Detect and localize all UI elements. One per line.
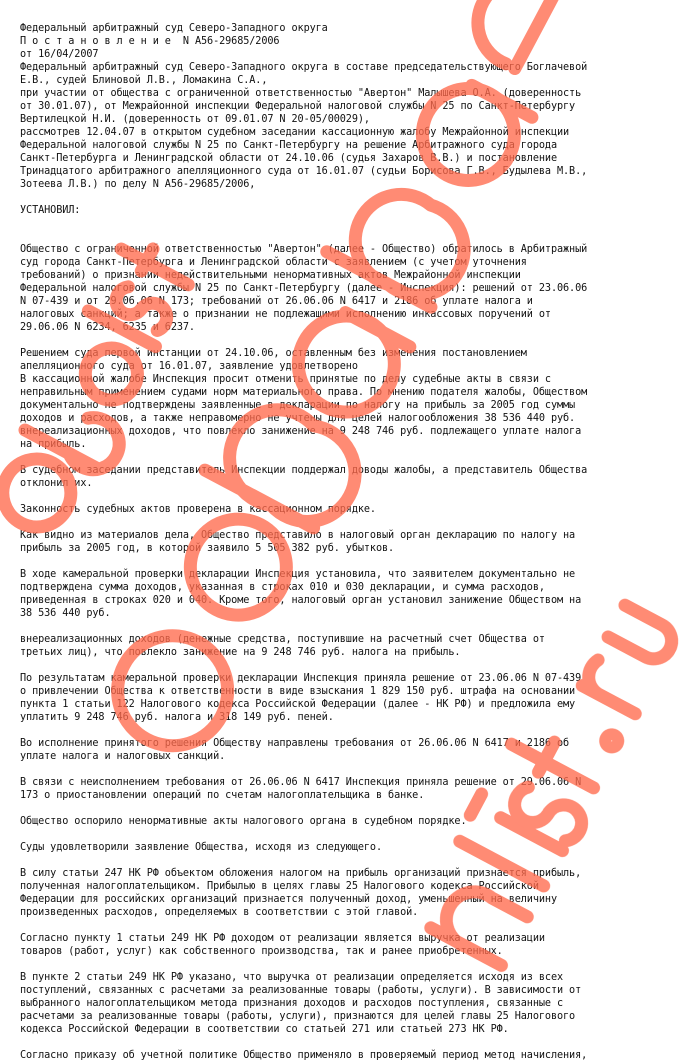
- paragraph-line: товаров (работ, услуг) как собственного производства, так и ранее приобретенных.: [20, 946, 503, 957]
- paragraph-line: В ходе камеральной проверки декларации Инспекция установила, что заявителем документально не: [20, 569, 576, 580]
- paragraph-line: полученная налогоплательщиком. Прибылью в целях главы 25 Налогового кодекса Российской: [20, 881, 539, 892]
- blank-line: [20, 763, 688, 776]
- paragraph-line: расчетами за реализованные товары (работы, услуги), признаются для целей главы 25 Налогового: [20, 1011, 576, 1022]
- blank-line: [20, 1036, 688, 1049]
- paragraph-line: 38 536 440 руб.: [20, 608, 111, 619]
- paragraph-line: Законность судебных актов проверена в кассационном порядке.: [20, 504, 376, 515]
- blank-line: [20, 230, 688, 243]
- paragraph-line: уплате налога и налоговых санкций.: [20, 751, 226, 762]
- paragraph-line: о привлечении Общества к ответственности в виде взыскания 1 829 150 руб. штрафа на основании: [20, 686, 576, 697]
- paragraph-line: Общество с ограниченной ответственностью "Авертон" (далее - Общество) обратилось в Арбитражный: [20, 244, 588, 255]
- paragraph-line: третьих лиц), что повлекло занижение на 9 248 746 руб. налога на прибыль.: [20, 647, 461, 658]
- paragraph-line: налоговых санкций; а также о признании не подлежащими исполнению инкассовых поручений от: [20, 309, 551, 320]
- blank-line: [20, 854, 688, 867]
- intro-line: Зотеева Л.В.) по делу N А56-29685/2006,: [20, 179, 256, 190]
- header-line: от 16/04/2007: [20, 49, 99, 60]
- paragraph-line: В кассационной жалобе Инспекция просит отменить принятые по делу судебные акты в связи с: [20, 374, 551, 385]
- paragraph-line: доходов и расходов, а также неправомерно не учтены для целей налогообложения 38 536 440 руб.: [20, 413, 576, 424]
- paragraph-line: Федерации для российских организаций признается полученный доход, уменьшенный на величину: [20, 894, 557, 905]
- blank-line: [20, 451, 688, 464]
- intro-line: при участии от общества с ограниченной ответственностью "Авертон" Малышева О.А. (доверенность: [20, 88, 582, 99]
- blank-line: [20, 659, 688, 672]
- paragraph-line: поступлений, связанных с расчетами за реализованные товары (работы, услуги). В зависимости от: [20, 985, 582, 996]
- paragraph-line: 173 о приостановлении операций по счетам налогоплательщика в банке.: [20, 790, 425, 801]
- paragraph-line: подтверждена сумма доходов, указанная в строках 010 и 030 декларации, и сумма расходов,: [20, 582, 545, 593]
- paragraph-line: N 07-439 и от 29.06.06 N 173; требований от 26.06.06 N 6417 и 2186 об уплате налога и: [20, 296, 533, 307]
- header-line: П о с т а н о в л е н и е N А56-29685/2006: [20, 36, 280, 47]
- blank-line: [20, 490, 688, 503]
- blank-line: [20, 724, 688, 737]
- blank-line: [20, 516, 688, 529]
- paragraph-line: Суды удовлетворили заявление Общества, исходя из следующего.: [20, 842, 383, 853]
- intro-line: Е.В., судей Блиновой Л.В., Ломакина С.А.,: [20, 75, 268, 86]
- intro-line: Вертилецкой Н.И. (доверенность от 09.01.07 N 20-05/00029),: [20, 114, 370, 125]
- intro-line: Федеральный арбитражный суд Северо-Западного округа в составе председательствующего Боглачевой: [20, 62, 588, 73]
- paragraph-line: неправильным применением судами норм материального права. По мнению подателя жалобы, Обществом: [20, 387, 588, 398]
- paragraph-line: прибыль за 2005 год, в которой заявило 5 505 382 руб. убытков.: [20, 543, 395, 554]
- intro-line: Федеральной налоговой службы N 25 по Санкт-Петербургу на решение Арбитражного суда города: [20, 140, 557, 151]
- intro-line: рассмотрев 12.04.07 в открытом судебном заседании кассационную жалобу Межрайонной инспекции: [20, 127, 570, 138]
- paragraph-line: Согласно пункту 1 статьи 249 НК РФ доходом от реализации является выручка от реализации: [20, 933, 545, 944]
- paragraph-line: Во исполнение принятого решения Обществу направлены требования от 26.06.06 N 6417 и 2186 об: [20, 738, 570, 749]
- paragraph-line: В пункте 2 статьи 249 НК РФ указано, что выручка от реализации определяется исходя из всех: [20, 972, 564, 983]
- paragraph-line: Как видно из материалов дела, Общество представило в налоговый орган декларацию по налогу на: [20, 530, 576, 541]
- paragraph-line: уплатить 9 248 746 руб. налога и 318 149 руб. пеней.: [20, 712, 334, 723]
- document-text: [20, 22, 688, 1062]
- section-heading: УСТАНОВИЛ:: [20, 205, 81, 216]
- paragraph-line: апелляционного суда от 16.01.07, заявление удовлетворено: [20, 361, 358, 372]
- paragraph-line: Общество оспорило ненормативные акты налогового органа в судебном порядке.: [20, 816, 467, 827]
- intro-line: от 30.01.07), от Межрайонной инспекции Федеральной налоговой службы N 25 по Санкт-Петербургу: [20, 101, 576, 112]
- paragraph-line: внереализационных доходов (денежные средства, поступившие на расчетный счет Общества от: [20, 634, 545, 645]
- blank-line: [20, 191, 688, 204]
- blank-line: [20, 919, 688, 932]
- paragraph-line: произведенных расходов, определяемых в соответствии с этой главой.: [20, 907, 419, 918]
- paragraph-line: требований) о признании недействительными ненормативных актов Межрайонной инспекции: [20, 270, 521, 281]
- paragraph-line: По результатам камеральной проверки декларации Инспекция приняла решение от 23.06.06 N 07-439: [20, 673, 582, 684]
- paragraph-line: 29.06.06 N 6234, 6235 и 6237.: [20, 322, 195, 333]
- blank-line: [20, 802, 688, 815]
- blank-line: [20, 334, 688, 347]
- paragraph-line: Согласно приказу об учетной политике Общество применяло в проверяемый период метод начисления,: [20, 1050, 588, 1061]
- header-line: Федеральный арбитражный суд Северо-Западного округа: [20, 23, 328, 34]
- blank-line: [20, 555, 688, 568]
- paragraph-line: пункта 1 статьи 122 Налогового кодекса Российской Федерации (далее - НК РФ) и предложила ему: [20, 699, 576, 710]
- blank-line: [20, 620, 688, 633]
- paragraph-line: Решением суда первой инстанции от 24.10.06, оставленным без изменения постановлением: [20, 348, 527, 359]
- blank-line: [20, 958, 688, 971]
- paragraph-line: внереализационных доходов, что повлекло занижение на 9 248 746 руб. подлежащего уплате налога: [20, 426, 582, 437]
- paragraph-line: В связи с неисполнением требования от 26.06.06 N 6417 Инспекция приняла решение от 29.06.06 N: [20, 777, 582, 788]
- paragraph-line: кодекса Российской Федерации в соответствии со статьей 271 или статьей 273 НК РФ.: [20, 1024, 509, 1035]
- blank-line: [20, 828, 688, 841]
- paragraph-line: В судебном заседании представитель Инспекции поддержал доводы жалобы, а представитель Общества: [20, 465, 588, 476]
- paragraph-line: Федеральной налоговой службы N 25 по Санкт-Петербургу (далее - Инспекция): решений от 23.06.06: [20, 283, 588, 294]
- paragraph-line: документально не подтверждены заявленные в декларации по налогу на прибыль за 2005 год суммы: [20, 400, 576, 411]
- intro-line: Тринадцатого арбитражного апелляционного суда от 16.01.07 (судьи Борисова Г.В., Будылева М.В.,: [20, 166, 588, 177]
- paragraph-line: В силу статьи 247 НК РФ объектом обложения налогом на прибыль организаций признается прибыль,: [20, 868, 582, 879]
- paragraph-line: на прибыль.: [20, 439, 87, 450]
- paragraph-line: приведенная в строках 020 и 040. Кроме того, налоговый орган установил занижение Обществом на: [20, 595, 582, 606]
- paragraph-line: суд города Санкт-Петербурга и Ленинградской области с заявлением (с учетом уточнения: [20, 257, 527, 268]
- blank-line: [20, 217, 688, 230]
- paragraph-line: отклонил их.: [20, 478, 93, 489]
- intro-line: Санкт-Петербурга и Ленинградской области от 24.10.06 (судья Захаров В.В.) и постановление: [20, 153, 557, 164]
- paragraph-line: выбранного налогоплательщиком метода признания доходов и расходов поступления, связанные с: [20, 998, 564, 1009]
